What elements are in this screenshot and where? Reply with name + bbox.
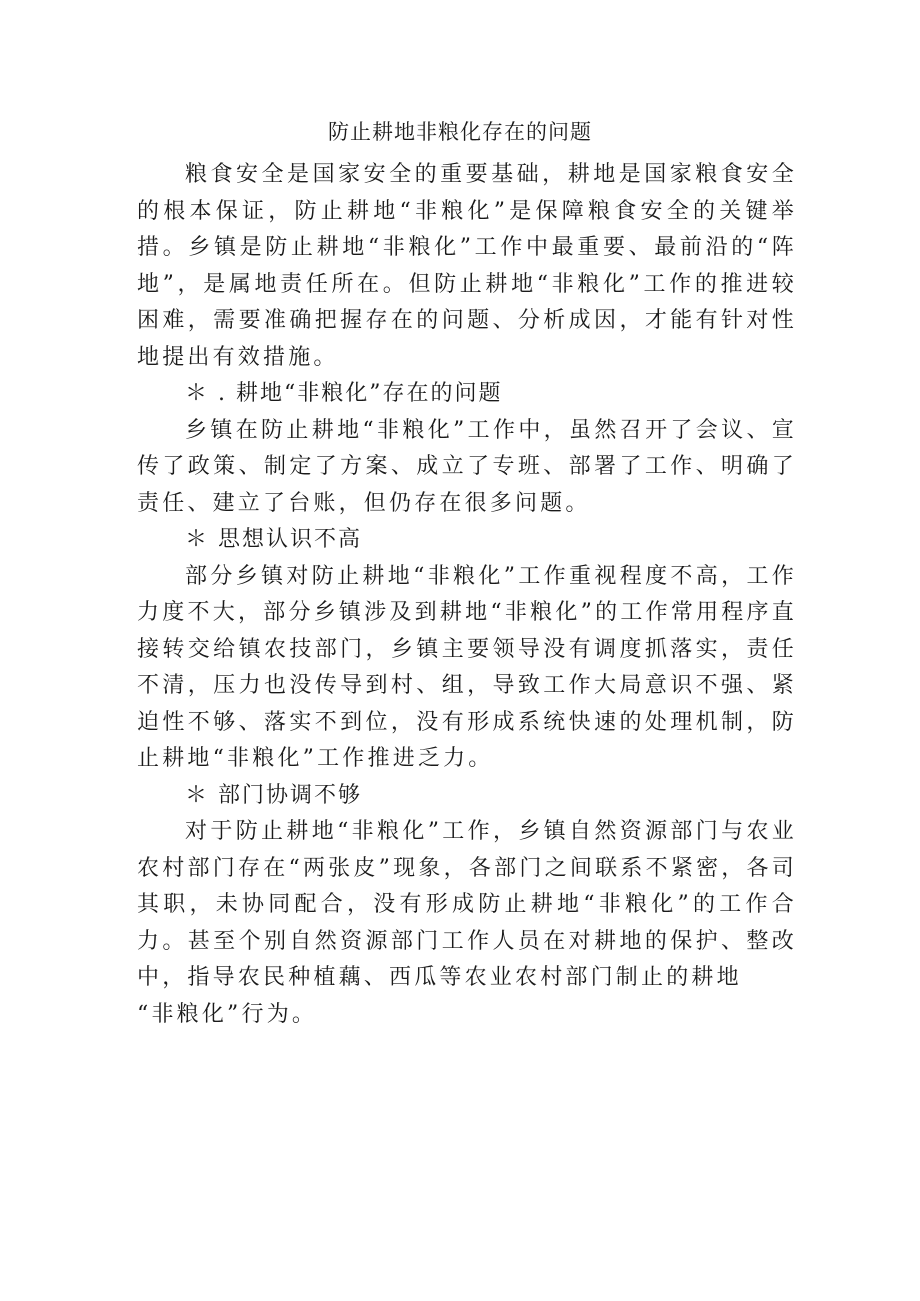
section-heading-problems: ＊ . 耕地“非粮化”存在的问题 bbox=[185, 381, 503, 406]
coordination-paragraph: 对于防止耕地“非粮化”工作，乡镇自然资源部门与农业农村部门存在“两张皮”现象，各部门之间联系不紧密，各司其职，未协同配合，没有形成防止耕地“非粮化”的工作合力。甚至个别自然资源部门工作人员在对耕地的保护、整改中，指导农民种植藕、西瓜等农业农村部门制止的耕地 bbox=[137, 819, 797, 990]
subheading-awareness: ＊ 思想认识不高 bbox=[185, 527, 362, 552]
subheading-coordination: ＊ 部门协调不够 bbox=[185, 782, 362, 808]
page-title: 防止耕地非粮化存在的问题 bbox=[328, 120, 592, 144]
intro-paragraph: 粮食安全是国家安全的重要基础，耕地是国家粮食安全的根本保证，防止耕地“非粮化”是保障粮食安全的关键举措。乡镇是防止耕地“非粮化”工作中最重要、最前沿的“阵地”，是属地责任所在。但防止耕地“非粮化”工作的推进较困难，需要准确把握存在的问题、分析成因，才能有针对性地提出有效措施。 bbox=[137, 162, 797, 370]
document-body bbox=[137, 157, 797, 1033]
awareness-paragraph: 部分乡镇对防止耕地“非粮化”工作重视程度不高，工作力度不大，部分乡镇涉及到耕地“非粮化”的工作常用程序直接转交给镇农技部门，乡镇主要领导没有调度抓落实，责任不清，压力也没传导到村、组，导致工作大局意识不强、紧迫性不够、落实不到位，没有形成系统快速的处理机制，防止耕地“非粮化”工作推进乏力。 bbox=[137, 563, 797, 771]
problems-paragraph: 乡镇在防止耕地“非粮化”工作中，虽然召开了会议、宣传了政策、制定了方案、成立了专班、部署了工作、明确了责任、建立了台账，但仍存在很多问题。 bbox=[137, 417, 797, 516]
coordination-paragraph-tail: “非粮化”行为。 bbox=[137, 1001, 318, 1027]
